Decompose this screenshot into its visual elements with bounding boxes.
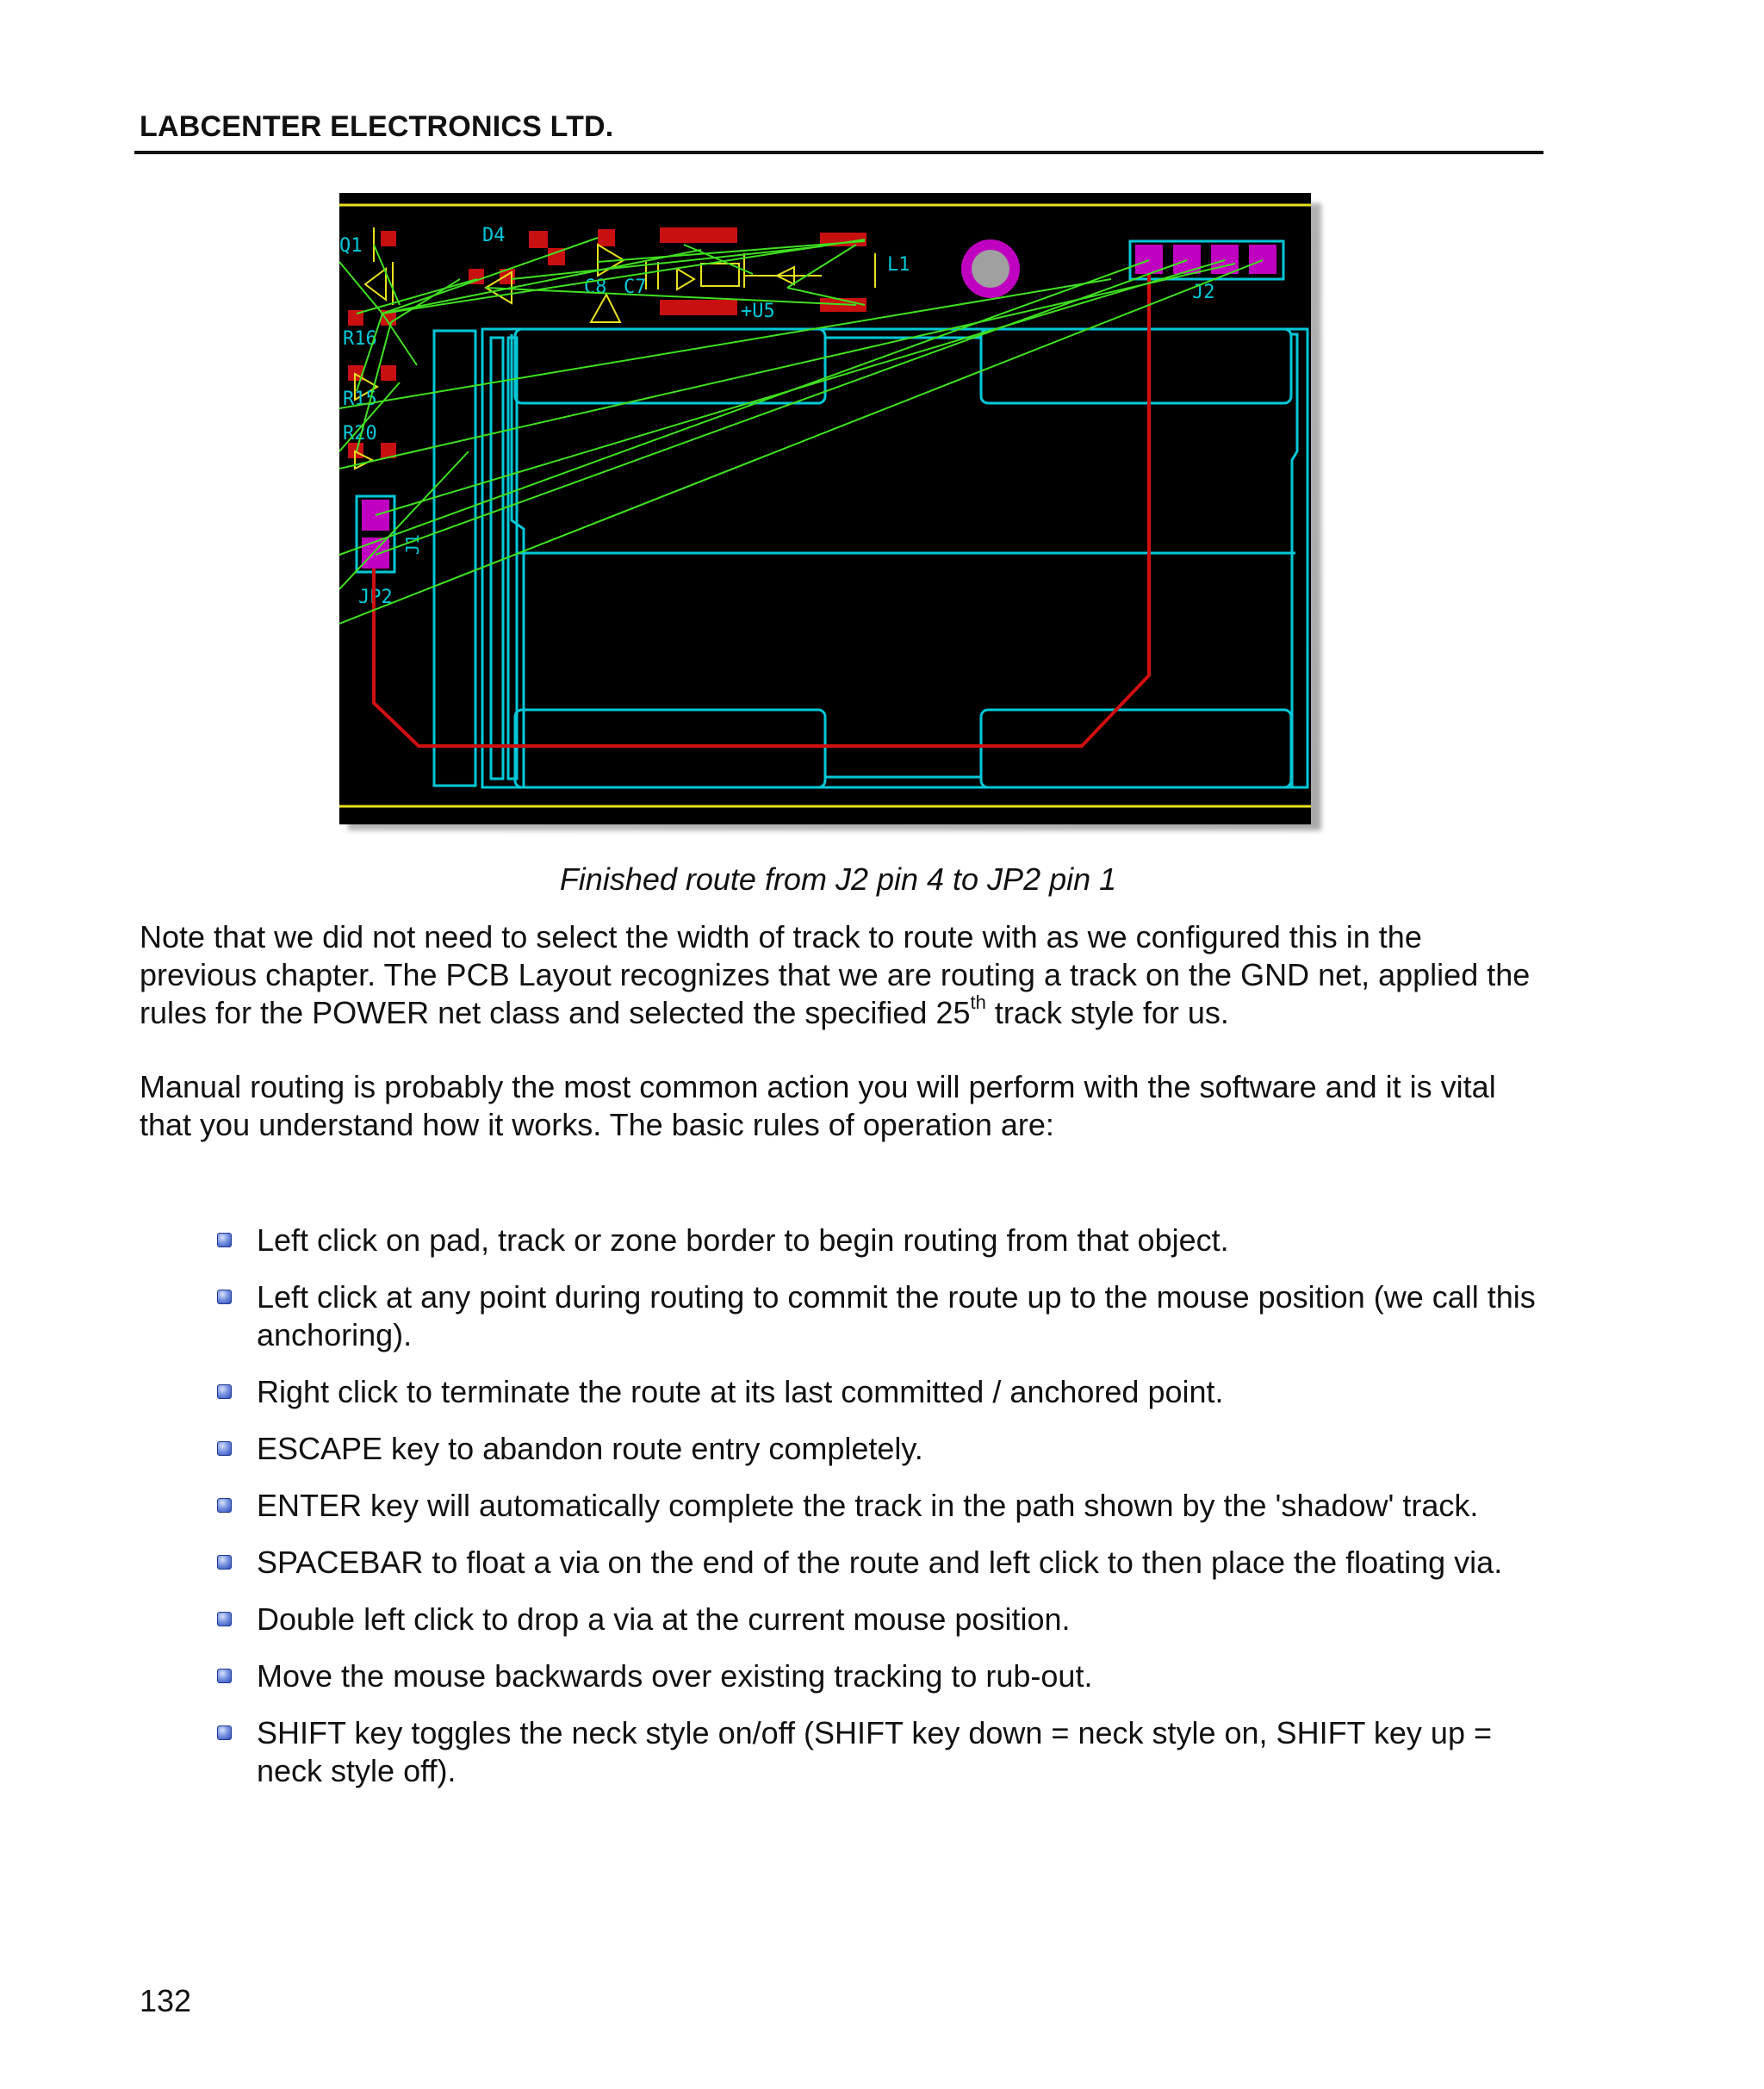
bullet-icon bbox=[217, 1612, 232, 1626]
list-item: ESCAPE key to abandon route entry completely. bbox=[210, 1430, 1554, 1468]
smd-pads bbox=[348, 227, 866, 458]
label-j1: J1 bbox=[402, 533, 423, 555]
paragraph-text: Note that we did not need to select the width of track to route with as we configured this in the previous chapter. The PCB Layout recognizes that we are routing a track on the GND net, applied the rules for the POWER net class and selected the specified 25 bbox=[140, 919, 1531, 1030]
bullet-icon bbox=[217, 1384, 232, 1399]
component-outline bbox=[434, 329, 1307, 787]
label-j2: J2 bbox=[1192, 282, 1215, 303]
label-q1: Q1 bbox=[339, 235, 363, 257]
label-c8: C8 bbox=[584, 277, 607, 298]
figure-caption: Finished route from J2 pin 4 to JP2 pin 1 bbox=[559, 861, 1117, 897]
bullet-icon bbox=[217, 1233, 232, 1247]
list-item: Left click on pad, track or zone border to begin routing from that object. bbox=[210, 1222, 1554, 1259]
list-item: SHIFT key toggles the neck style on/off (SHIFT key down = neck style on, SHIFT key up = neck style off). bbox=[210, 1714, 1554, 1790]
ratsnest-lines bbox=[339, 238, 1263, 624]
list-item: Move the mouse backwards over existing tracking to rub-out. bbox=[210, 1657, 1554, 1695]
paragraph-manual-routing: Manual routing is probably the most common action you will perform with the software and it is vital that you understand how it works. The basic rules of operation are: bbox=[140, 1069, 1496, 1142]
label-u5: +U5 bbox=[741, 301, 775, 322]
label-l1: L1 bbox=[887, 254, 910, 276]
label-c7: C7 bbox=[624, 277, 647, 298]
list-item: SPACEBAR to float a via on the end of the route and left click to then place the floating via. bbox=[210, 1544, 1554, 1582]
label-r15: R15 bbox=[343, 389, 377, 410]
pcb-screenshot bbox=[339, 193, 1311, 824]
superscript: th bbox=[970, 992, 986, 1013]
list-item: ENTER key will automatically complete the track in the path shown by the 'shadow' track. bbox=[210, 1487, 1554, 1525]
page-number: 132 bbox=[140, 1983, 192, 2018]
paragraph-track-width bbox=[140, 918, 1535, 1032]
bullet-icon bbox=[217, 1441, 232, 1456]
bullet-icon bbox=[217, 1498, 232, 1513]
bullet-icon bbox=[217, 1555, 232, 1570]
bullet-icon bbox=[217, 1669, 232, 1683]
routing-rules-list bbox=[210, 1222, 1554, 1809]
header-rule bbox=[134, 151, 1544, 154]
list-item: Double left click to drop a via at the current mouse position. bbox=[210, 1601, 1554, 1638]
paragraph-text-end: track style for us. bbox=[985, 995, 1229, 1030]
list-item: Right click to terminate the route at its last committed / anchored point. bbox=[210, 1373, 1554, 1411]
label-r16: R16 bbox=[343, 328, 377, 350]
label-jp2: JP2 bbox=[358, 587, 393, 608]
pcb-drawing bbox=[339, 193, 1311, 824]
bullet-icon bbox=[217, 1290, 232, 1304]
list-item: Left click at any point during routing to commit the route up to the mouse position (we call this anchoring). bbox=[210, 1278, 1554, 1354]
page-header: LABCENTER ELECTRONICS LTD. bbox=[140, 110, 614, 143]
bullet-icon bbox=[217, 1725, 232, 1740]
label-d4: D4 bbox=[482, 225, 506, 246]
label-r20: R20 bbox=[343, 423, 377, 445]
